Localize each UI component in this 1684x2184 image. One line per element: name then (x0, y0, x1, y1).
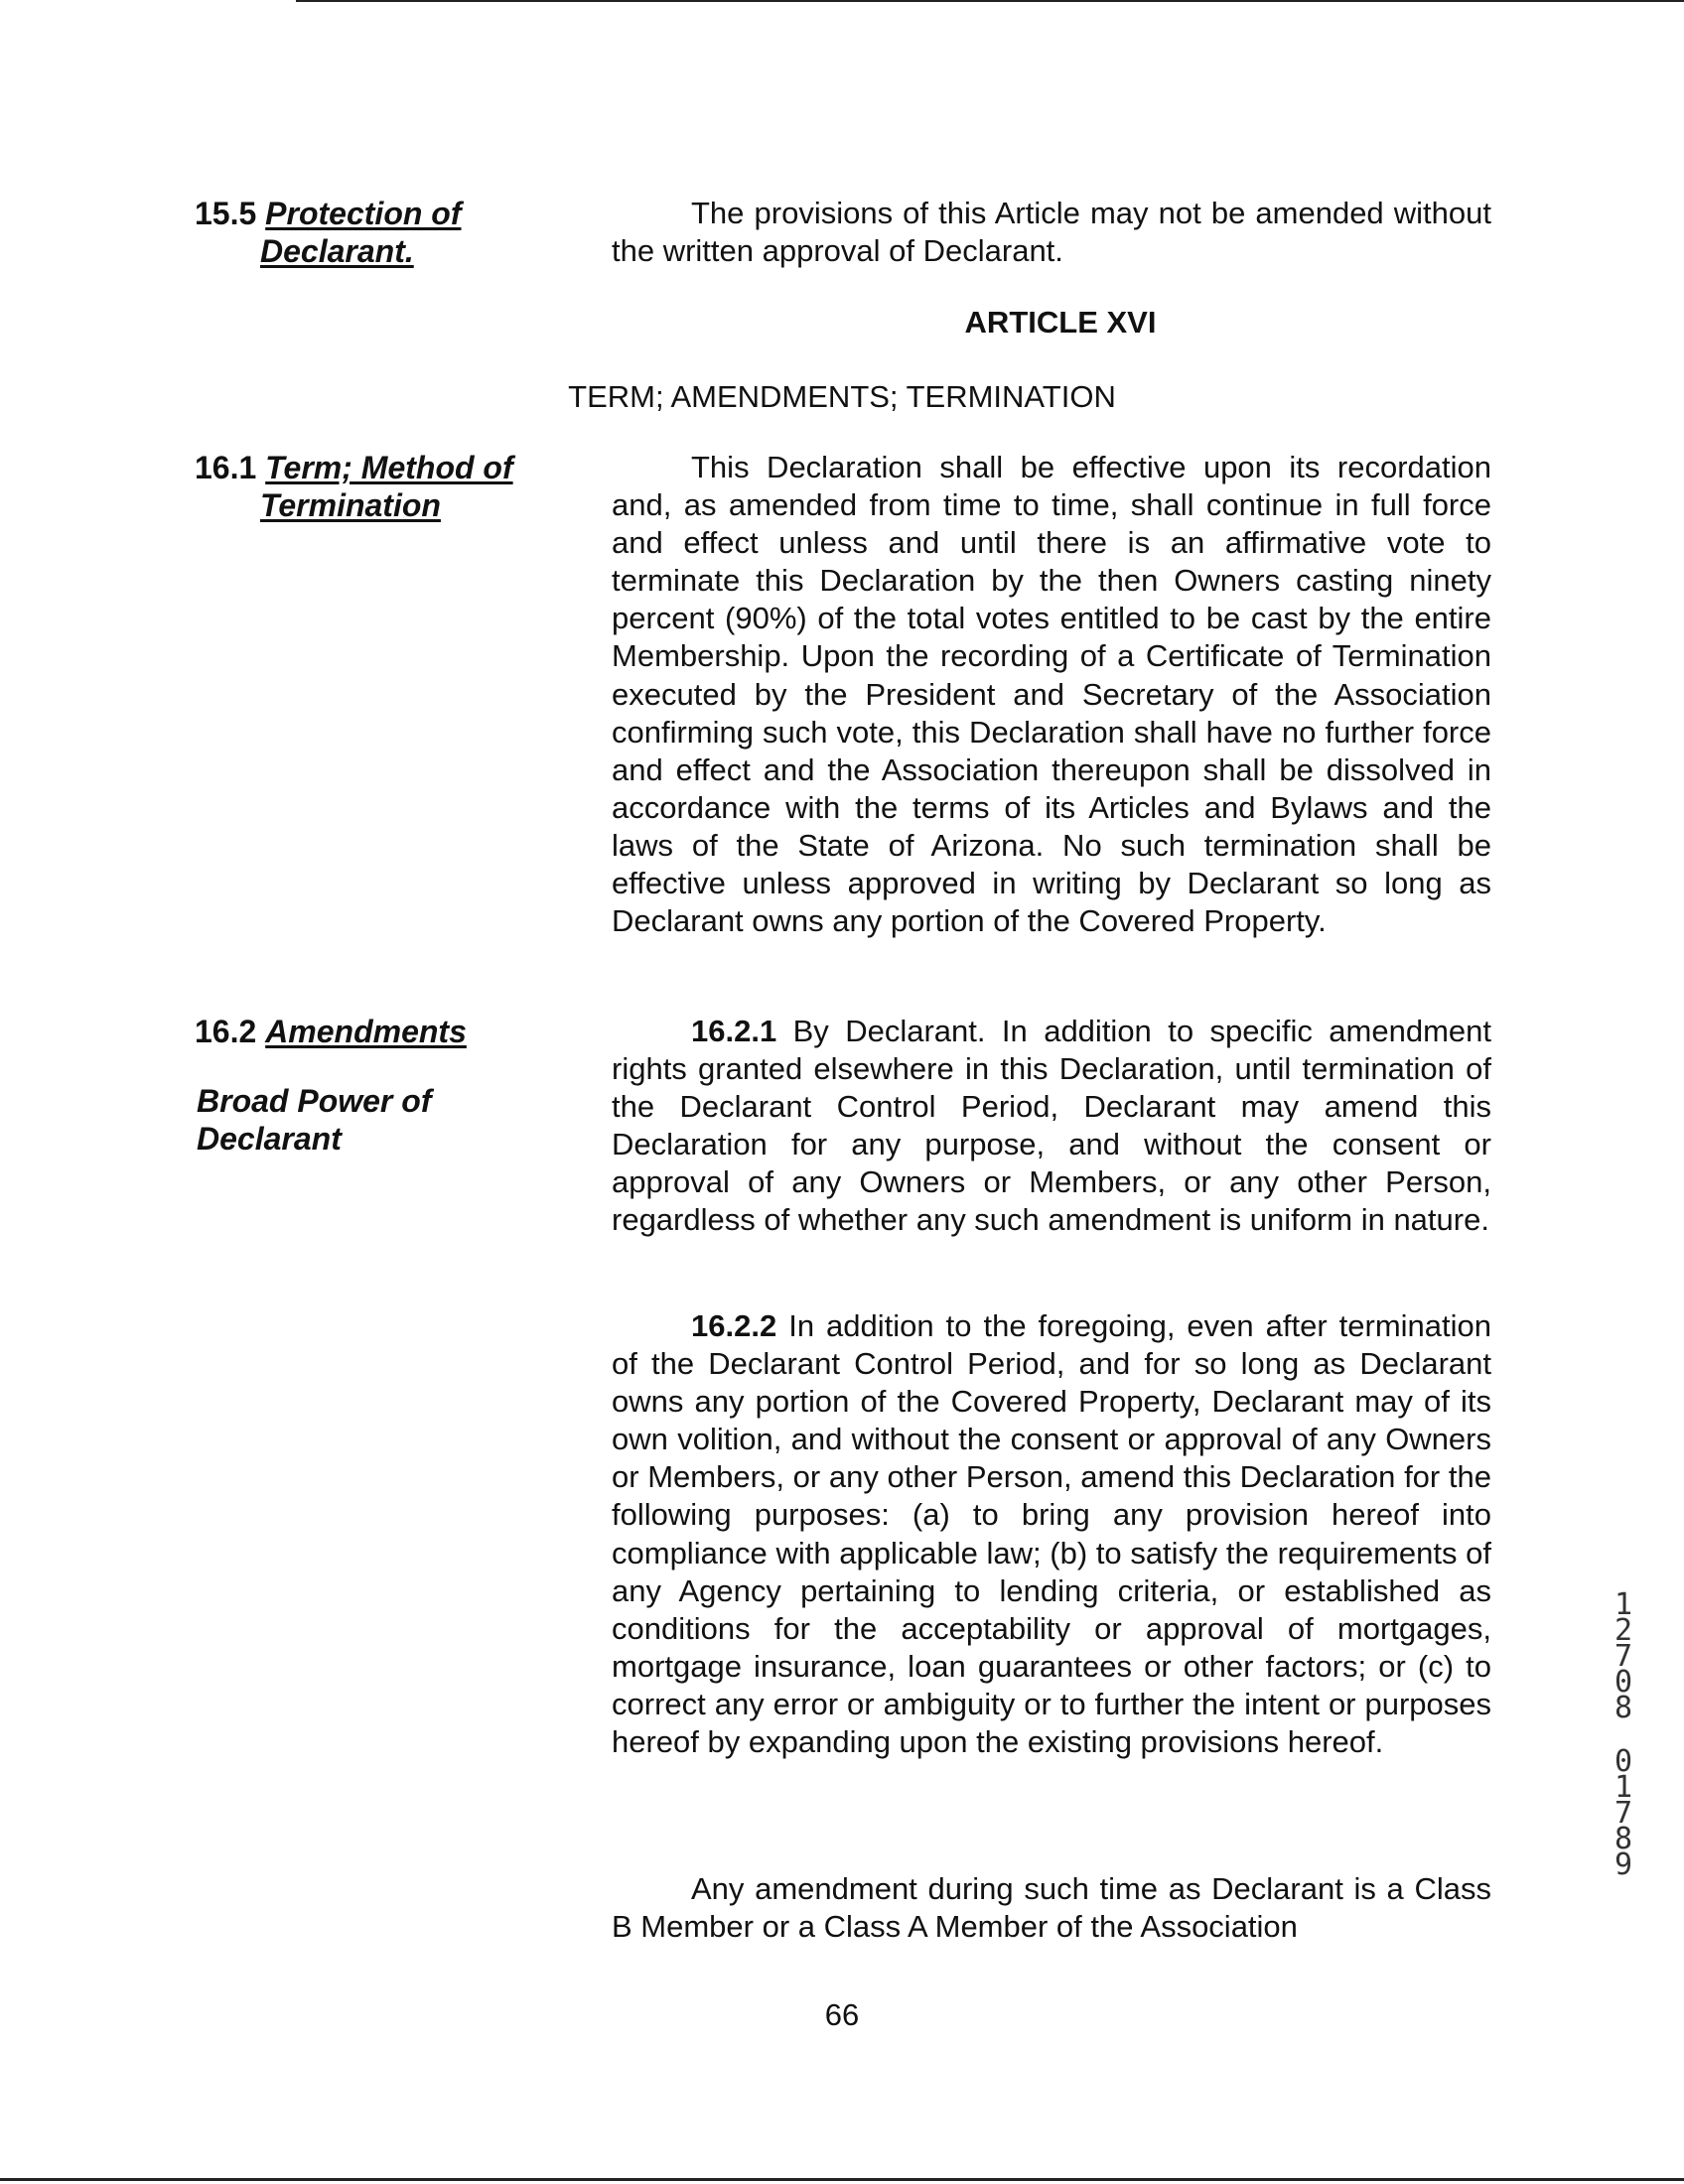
article-subtitle: TERM; AMENDMENTS; TERMINATION (568, 379, 1116, 414)
section-15-5-heading (195, 195, 552, 270)
section-number: 16.1 (195, 450, 257, 485)
section-title: Protection of (265, 196, 462, 231)
stamp-digit: 7 (1614, 1639, 1633, 1674)
subheading-broad-power (197, 1082, 534, 1158)
para-label: 16.2.1 (691, 1014, 777, 1048)
article-title: ARTICLE XVI (964, 305, 1157, 340)
section-title: Amendments (265, 1014, 467, 1049)
recording-number-stamp (1607, 1587, 1640, 1882)
para-label: 16.2.2 (691, 1308, 777, 1343)
stamp-digit: 0 (1614, 1744, 1633, 1779)
stamp-digit: 8 (1614, 1822, 1633, 1856)
stamp-digit: 1 (1614, 1770, 1633, 1805)
stamp-digit: 8 (1614, 1691, 1633, 1725)
section-number: 16.2 (195, 1014, 257, 1049)
stamp-digit: 2 (1614, 1613, 1633, 1648)
para-16-2-1 (612, 1013, 1491, 1240)
section-16-1-heading (195, 449, 552, 524)
para-text: In addition to the foregoing, even after termination of the Declarant Control Period, and for so long as Declarant owns any portion of the Covered Property, Declarant may of its own volition, and without the consent or approval of any Owners or Members, or any other Person, amend this Declaration for the following purposes: (a) to bring any provision hereof into compliance with applicable law; (b) to satisfy the requirements of any Agency pertaining to lending criteria, or established as conditions for the acceptability or approval of mortgages, mortgage insurance, loan guarantees or other factors; or (c) to correct any error or ambiguity or to further the intent or purposes hereof by expanding upon the existing provisions hereof. (612, 1308, 1491, 1760)
section-15-5-body: The provisions of this Article may not be amended without the written approval of Declarant. (612, 196, 1491, 269)
para-16-2-2 (612, 1307, 1491, 1761)
para-text: By Declarant. In addition to specific amendment rights granted elsewhere in this Declaration, until termination of the Declarant Control Period, Declarant may amend this Declaration for any purpose, and without the consent or approval of any Owners or Members, or any other Person, regardless of whether any such amendment is uniform in nature. (612, 1014, 1491, 1238)
subheading-line: Declarant (197, 1121, 342, 1157)
stamp-digit: 0 (1614, 1665, 1633, 1700)
section-title-cont: Termination (260, 487, 441, 523)
scan-edge-bottom (0, 2178, 1684, 2181)
section-16-2-heading (195, 1013, 552, 1050)
stamp-digit: 7 (1614, 1796, 1633, 1831)
section-number: 15.5 (195, 196, 257, 231)
section-title: Term; Method of (265, 450, 513, 485)
stamp-digit: 9 (1614, 1847, 1633, 1882)
section-title-cont: Declarant. (260, 233, 414, 269)
section-16-1-body: This Declaration shall be effective upon its recordation and, as amended from time to time, shall continue in full force and effect unless and until there is an affirmative vote to terminate this Declaration by the then Owners casting ninety percent (90%) of the total votes entitled to be cast by the entire Membership. Upon the recording of a Certificate of Termination executed by the President and Secretary of the Association confirming such vote, this Declaration shall have no further force and effect and the Association thereupon shall be dissolved in accordance with the terms of its Articles and Bylaws and the laws of the State of Arizona. No such termination shall be effective unless approved in writing by Declarant so long as Declarant owns any portion of the Covered Property. (612, 450, 1491, 939)
para-any-amendment: Any amendment during such time as Declarant is a Class B Member or a Class A Member of the Association (612, 1871, 1491, 1945)
stamp-digit: 1 (1614, 1587, 1633, 1622)
page-number: 66 (824, 1997, 860, 2032)
subheading-line: Broad Power of (197, 1083, 432, 1119)
